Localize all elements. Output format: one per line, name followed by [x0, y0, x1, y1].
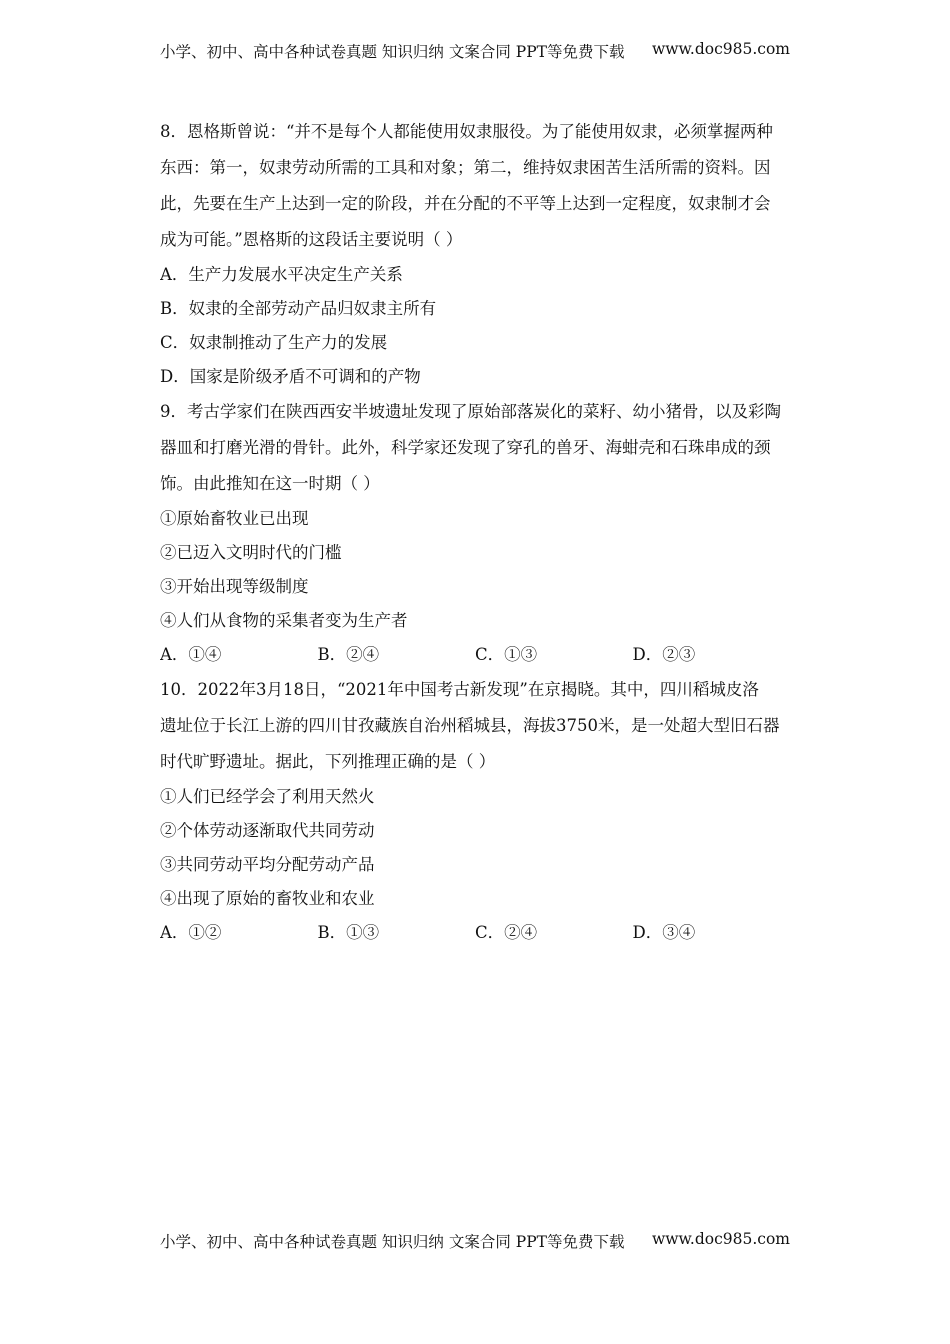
- question-stem-line: 此，先要在生产上达到一定的阶段，并在分配的不平等上达到一定程度，奴隶制才会: [160, 194, 771, 213]
- question-stem-line: 9．考古学家们在陕西西安半坡遗址发现了原始部落炭化的菜籽、幼小猪骨，以及彩陶: [160, 402, 781, 421]
- question-stem-line: 器皿和打磨光滑的骨针。此外，科学家还发现了穿孔的兽牙、海蚶壳和石珠串成的颈: [160, 438, 771, 457]
- question-8: [160, 114, 790, 394]
- statement-1: ①原始畜牧业已出现: [160, 509, 309, 528]
- option-a: A．①④: [160, 645, 222, 664]
- question-stem-line: 8．恩格斯曾说：“并不是每个人都能使用奴隶服役。为了能使用奴隶，必须掌握两种: [160, 122, 773, 141]
- option-d: D．③④: [632, 923, 696, 942]
- question-10: [160, 672, 790, 950]
- option-a: A．①②: [160, 923, 222, 942]
- question-stem-line: 遗址位于长江上游的四川甘孜藏族自治州稻城县，海拔3750米，是一处超大型旧石器: [160, 716, 780, 735]
- question-stem-line: 时代旷野遗址。据此，下列推理正确的是（ ）: [160, 752, 496, 771]
- statement-3: ③开始出现等级制度: [160, 577, 309, 596]
- footer-url: www.doc985.com: [651, 1230, 790, 1248]
- question-9: [160, 394, 790, 672]
- options-row: [160, 916, 790, 950]
- statement-4: ④出现了原始的畜牧业和农业: [160, 889, 375, 908]
- question-stem-line: 10．2022年3月18日，“2021年中国考古新发现”在京揭晓。其中，四川稻城皮洛: [160, 680, 759, 699]
- question-stem-line: 东西：第一，奴隶劳动所需的工具和对象；第二，维持奴隶困苦生活所需的资料。因: [160, 158, 771, 177]
- option-a: A．生产力发展水平决定生产关系: [160, 265, 403, 284]
- question-stem-line: 成为可能。”恩格斯的这段话主要说明（ ）: [160, 230, 463, 249]
- option-b: B．奴隶的全部劳动产品归奴隶主所有: [160, 299, 437, 318]
- page-footer: [160, 1230, 790, 1252]
- option-d: D．②③: [632, 645, 696, 664]
- statement-3: ③共同劳动平均分配劳动产品: [160, 855, 375, 874]
- question-stem-line: 饰。由此推知在这一时期（ ）: [160, 474, 380, 493]
- header-url: www.doc985.com: [651, 40, 790, 58]
- page-header: [160, 40, 790, 62]
- statement-4: ④人们从食物的采集者变为生产者: [160, 611, 408, 630]
- document-body: [160, 114, 790, 950]
- option-c: C．奴隶制推动了生产力的发展: [160, 333, 388, 352]
- statement-2: ②个体劳动逐渐取代共同劳动: [160, 821, 375, 840]
- option-c: C．②④: [475, 923, 538, 942]
- option-d: D．国家是阶级矛盾不可调和的产物: [160, 367, 421, 386]
- statement-2: ②已迈入文明时代的门槛: [160, 543, 342, 562]
- options-row: [160, 638, 790, 672]
- option-b: B．①③: [317, 923, 380, 942]
- option-b: B．②④: [317, 645, 380, 664]
- statement-1: ①人们已经学会了利用天然火: [160, 787, 375, 806]
- header-text: 小学、初中、高中各种试卷真题 知识归纳 文案合同 PPT等免费下载: [160, 43, 625, 61]
- footer-text: 小学、初中、高中各种试卷真题 知识归纳 文案合同 PPT等免费下载: [160, 1233, 625, 1251]
- option-c: C．①③: [475, 645, 538, 664]
